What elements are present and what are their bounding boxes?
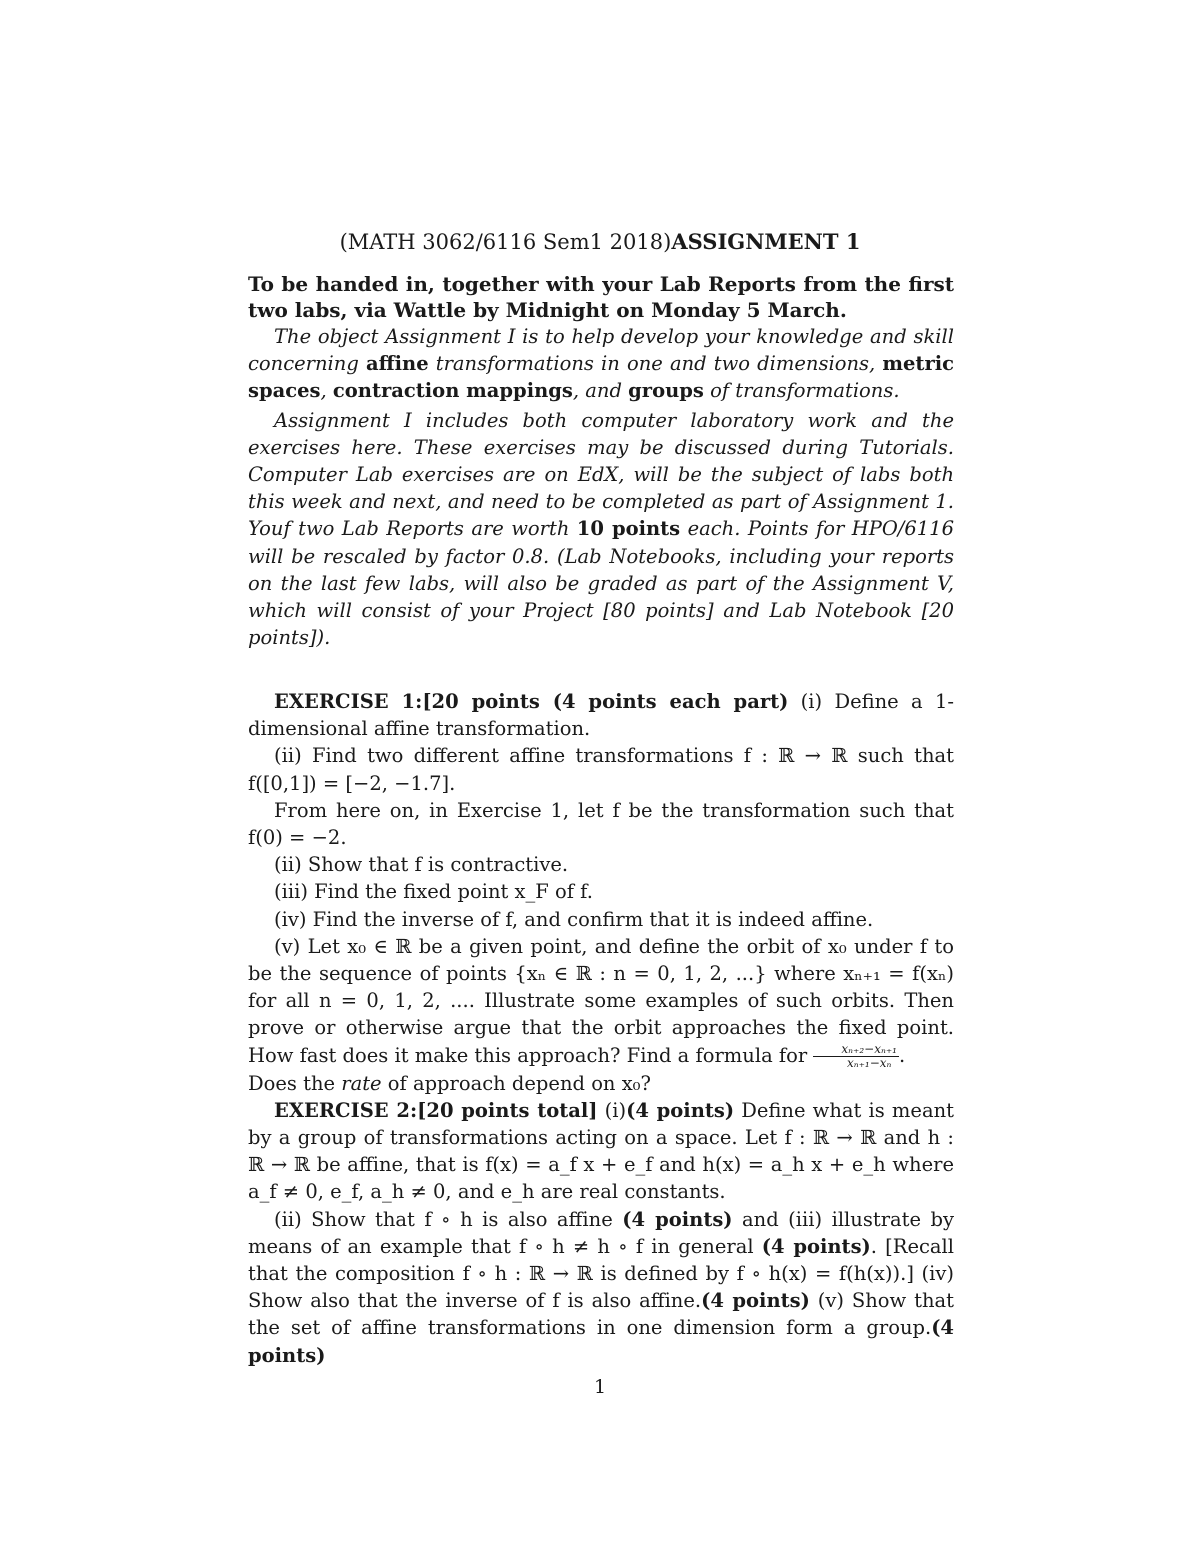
exercise-2-part-v: (v) Show that the set of affine transformations in one dimension form a group. <box>248 1289 954 1340</box>
exercise-2-part-iii: and (iii) illustrate by means of an example that f ∘ h ≠ h ∘ f in general <box>248 1207 954 1258</box>
exercise-2-part-i-label: (i) <box>597 1098 627 1122</box>
exercise-2-heading: EXERCISE 2:[20 points total] <box>274 1098 598 1122</box>
intro-section <box>248 271 954 651</box>
exercise-1-part-ii-contractive: (ii) Show that f is contractive. <box>274 853 569 877</box>
objective-text-4: , and <box>572 379 629 403</box>
includes-text-2: each. Points for HPO/6116 will be rescaled by factor 0.8. (Lab Notebooks, including your reports on the last few labs, will also be graded as part of the Assignment V, which will consist of your Project [80 points] and Lab Notebook [20 points]). <box>248 517 954 650</box>
assignment-includes <box>248 407 954 652</box>
fraction-numerator: xₙ₊₂−xₙ₊₁ <box>813 1043 899 1057</box>
orbit-text-end: . <box>899 1043 906 1067</box>
exercise-1-part-v <box>248 933 954 1070</box>
exercise-1-setup: From here on, in Exercise 1, let f be the transformation such that f(0) = −2. <box>248 798 954 850</box>
points-iii: (4 points) <box>761 1234 871 1258</box>
objective-text-5: of transformations. <box>703 379 900 403</box>
orbit-text: (v) Let x₀ ∈ ℝ be a given point, and define the orbit of x₀ under f to be the sequence of points {xₙ ∈ ℝ : n = 0, 1, 2, ...} where xₙ₊₁ = f(xₙ) for all n = 0, 1, 2, .... Illustrate some examples of such orbits. Then prove or otherwise argue that the orbit approaches the fixed point. How fast does it make this approach? Find a formula for <box>248 934 954 1067</box>
exercise-2-parts-ii-v <box>248 1206 954 1369</box>
assignment-objective <box>248 323 954 405</box>
objective-text-3: , <box>320 379 333 403</box>
exercise-1-intro <box>248 688 954 742</box>
term-metric-spaces: metric spaces <box>248 352 954 403</box>
course-code: (MATH 3062/6116 Sem1 2018) <box>339 230 672 254</box>
rate-question-2: of approach depend on x₀? <box>381 1071 651 1095</box>
points-v: (4 points) <box>248 1316 954 1367</box>
objective-text-1: The object Assignment I is to help develop your knowledge and skill concerning <box>248 325 954 376</box>
assignment-title: ASSIGNMENT 1 <box>671 229 861 254</box>
points-iv: (4 points) <box>701 1289 810 1313</box>
exercise-2-part-i: Define what is meant by a group of transformations acting on a space. Let f : ℝ → ℝ and h : ℝ → ℝ be affine, that is f(x) = a_f x + e_f and h(x) = a_h x + e_h where a_f ≠ 0, e_f, a_h ≠ 0, and e_h are real constants. <box>248 1098 954 1204</box>
points-i: (4 points) <box>626 1098 735 1122</box>
hand-in-instructions: To be handed in, together with your Lab Reports from the first two labs, via Wattle by Midnight on Monday 5 March. <box>248 272 954 322</box>
exercise-1-part-ii: (ii) Find two different affine transformations f : ℝ → ℝ such that f([0,1]) = [−2, −1.7]. <box>248 744 954 795</box>
term-groups: groups <box>628 379 704 403</box>
term-affine: affine <box>365 352 429 376</box>
includes-text-1: Assignment I includes both computer laboratory work and the exercises here. These exercises may be discussed during Tutorials. Computer Lab exercises are on EdX, will be the subject of labs both this week and next, and need to be completed as part of Assignment 1. Youf two Lab Reports are worth <box>248 408 954 541</box>
objective-text-2: transformations in one and two dimensions, <box>428 352 883 376</box>
exercise-1-part-iv: (iv) Find the inverse of f, and confirm that it is indeed affine. <box>274 907 874 931</box>
page-number: 1 <box>593 1376 607 1398</box>
exercise-1-part-iii: (iii) Find the fixed point x_F of f. <box>274 880 593 904</box>
exercise-2-intro <box>248 1097 954 1206</box>
fraction-denominator: xₙ₊₁−xₙ <box>846 1055 892 1070</box>
exercise-2-part-ii: (ii) Show that f ∘ h is also affine <box>274 1207 623 1231</box>
exercise-1-heading: EXERCISE 1:[20 points (4 points each part) <box>274 690 789 713</box>
term-10-points: 10 points <box>576 517 681 541</box>
rate-fraction <box>813 1043 899 1070</box>
points-ii: (4 points) <box>622 1207 733 1231</box>
term-contraction-mappings: contraction mappings <box>332 379 573 403</box>
exercises-section <box>248 688 954 1369</box>
rate-word: rate <box>341 1071 382 1095</box>
exercise-1-rate-question <box>248 1070 954 1097</box>
rate-question-1: Does the <box>248 1071 342 1095</box>
exercise-1-part-i: (i) Define a 1-dimensional affine transformation. <box>248 690 954 741</box>
page-title <box>0 228 1200 256</box>
exercise-2-part-iv: . [Recall that the composition f ∘ h : ℝ → ℝ is defined by f ∘ h(x) = f(h(x)).] (iv) Show also that the inverse of f is also affine. <box>248 1234 955 1313</box>
